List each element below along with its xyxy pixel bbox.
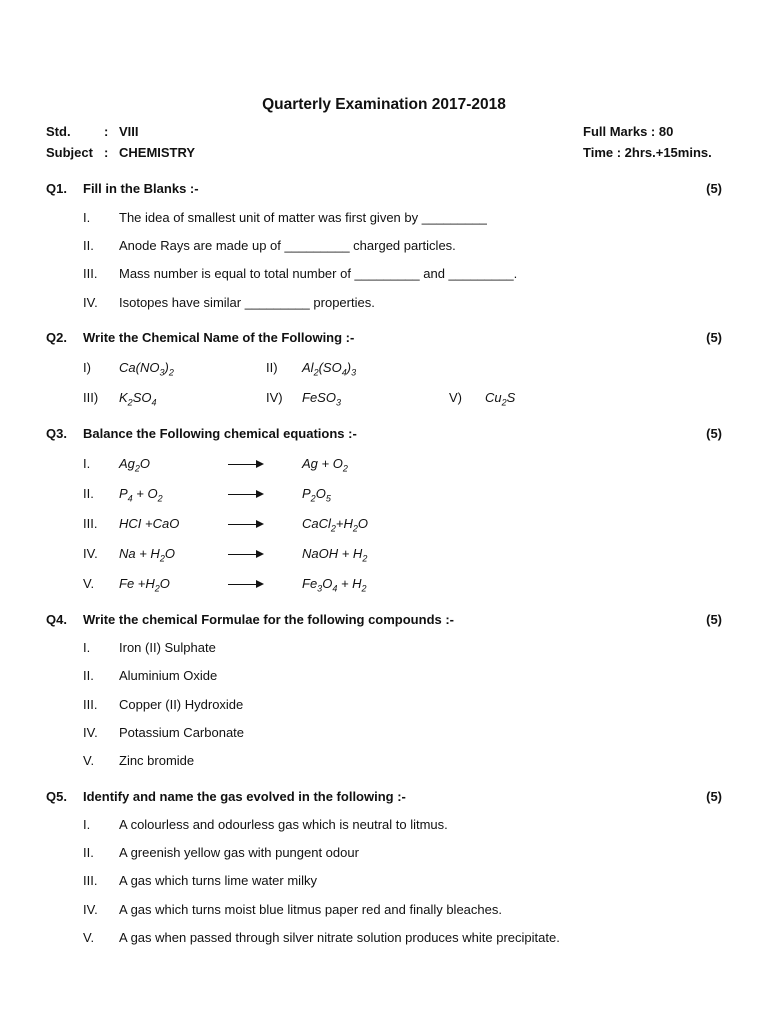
formula-label: III)	[83, 390, 99, 405]
reaction-arrow-icon	[228, 524, 262, 525]
question-number: Q2.	[46, 330, 67, 345]
question-text: Balance the Following chemical equations :-	[83, 426, 357, 441]
reactants: $Ag_2O$	[119, 456, 151, 474]
item-number: III.	[83, 266, 98, 281]
formula-label: II)	[266, 360, 278, 375]
question-text: Fill in the Blanks :-	[83, 181, 199, 196]
question-marks: (5)	[706, 181, 722, 196]
item-text: Copper (II) Hydroxide	[119, 697, 244, 712]
formula: $Ca(NO_3)_2$	[119, 360, 174, 378]
formula: $Cu_2S$	[485, 390, 516, 408]
reactants: $P_4 + O_2$	[119, 486, 163, 504]
item-text: Aluminium Oxide	[119, 668, 218, 683]
item-number: IV.	[83, 725, 98, 740]
formula: $Al_2(SO_4)_3$	[302, 360, 357, 378]
subject-colon: :	[104, 145, 109, 160]
item-number: II.	[83, 845, 94, 860]
reaction-arrow-icon	[228, 584, 262, 585]
question-marks: (5)	[706, 426, 722, 441]
products: NaOH + $H_2$	[302, 546, 368, 564]
question-number: Q1.	[46, 181, 67, 196]
item-text: Anode Rays are made up of _________ charged particles.	[119, 238, 456, 253]
question-marks: (5)	[706, 789, 722, 804]
reaction-arrow-icon	[228, 554, 262, 555]
equation-label: II.	[83, 486, 94, 501]
formula: $K_2SO_4$	[119, 390, 157, 408]
item-number: I.	[83, 817, 91, 832]
item-text: Potassium Carbonate	[119, 725, 245, 740]
question-number: Q3.	[46, 426, 67, 441]
full-marks: Full Marks : 80	[583, 124, 674, 139]
subject-value: CHEMISTRY	[119, 145, 196, 160]
reactants: $Na + H_2O$	[119, 546, 175, 564]
item-text: A gas which turns moist blue litmus paper red and finally bleaches.	[119, 902, 502, 917]
item-number: I.	[83, 640, 91, 655]
item-text: Mass number is equal to total number of _________ and _________.	[119, 266, 518, 281]
item-number: V.	[83, 930, 95, 945]
formula-label: IV)	[266, 390, 283, 405]
formula-label: V)	[449, 390, 462, 405]
item-number: V.	[83, 753, 95, 768]
products: $P_2O_5$	[302, 486, 331, 504]
subject-label: Subject	[46, 145, 93, 160]
question-number: Q5.	[46, 789, 67, 804]
item-text: A greenish yellow gas with pungent odour	[119, 845, 359, 860]
std-colon: :	[104, 124, 109, 139]
item-text: A colourless and odourless gas which is neutral to litmus.	[119, 817, 448, 832]
equation-label: V.	[83, 576, 95, 591]
exam-title: Quarterly Examination 2017-2018	[262, 96, 506, 113]
products: $Ag + O_2$	[302, 456, 348, 474]
item-number: II.	[83, 668, 94, 683]
item-text: A gas which turns lime water milky	[119, 873, 317, 888]
formula: FeSO$_3$	[302, 390, 341, 408]
item-text: The idea of smallest unit of matter was first given by _________	[119, 210, 487, 225]
reactants: HCI +CaO	[119, 516, 180, 531]
item-text: Isotopes have similar _________ properties.	[119, 295, 375, 310]
std-value: VIII	[119, 124, 139, 139]
item-number: III.	[83, 697, 98, 712]
question-marks: (5)	[706, 330, 722, 345]
item-text: Iron (II) Sulphate	[119, 640, 216, 655]
std-label: Std.	[46, 124, 71, 139]
reaction-arrow-icon	[228, 464, 262, 465]
item-number: I.	[83, 210, 91, 225]
item-text: A gas when passed through silver nitrate solution produces white precipitate.	[119, 930, 560, 945]
question-text: Write the Chemical Name of the Following :-	[83, 330, 355, 345]
item-text: Zinc bromide	[119, 753, 195, 768]
equation-label: IV.	[83, 546, 98, 561]
reaction-arrow-icon	[228, 494, 262, 495]
equation-label: III.	[83, 516, 98, 531]
products: $Fe_3O_4 + H_2$	[302, 576, 367, 594]
time-allowed: Time : 2hrs.+15mins.	[583, 145, 712, 160]
item-number: IV.	[83, 902, 98, 917]
products: $CaCl_2+H_2O$	[302, 516, 369, 534]
question-text: Write the chemical Formulae for the following compounds :-	[83, 612, 455, 627]
question-marks: (5)	[706, 612, 722, 627]
question-text: Identify and name the gas evolved in the following :-	[83, 789, 406, 804]
item-number: II.	[83, 238, 94, 253]
formula-label: I)	[83, 360, 91, 375]
question-number: Q4.	[46, 612, 67, 627]
reactants: $Fe +H_2O$	[119, 576, 170, 594]
item-number: III.	[83, 873, 98, 888]
item-number: IV.	[83, 295, 98, 310]
equation-label: I.	[83, 456, 91, 471]
